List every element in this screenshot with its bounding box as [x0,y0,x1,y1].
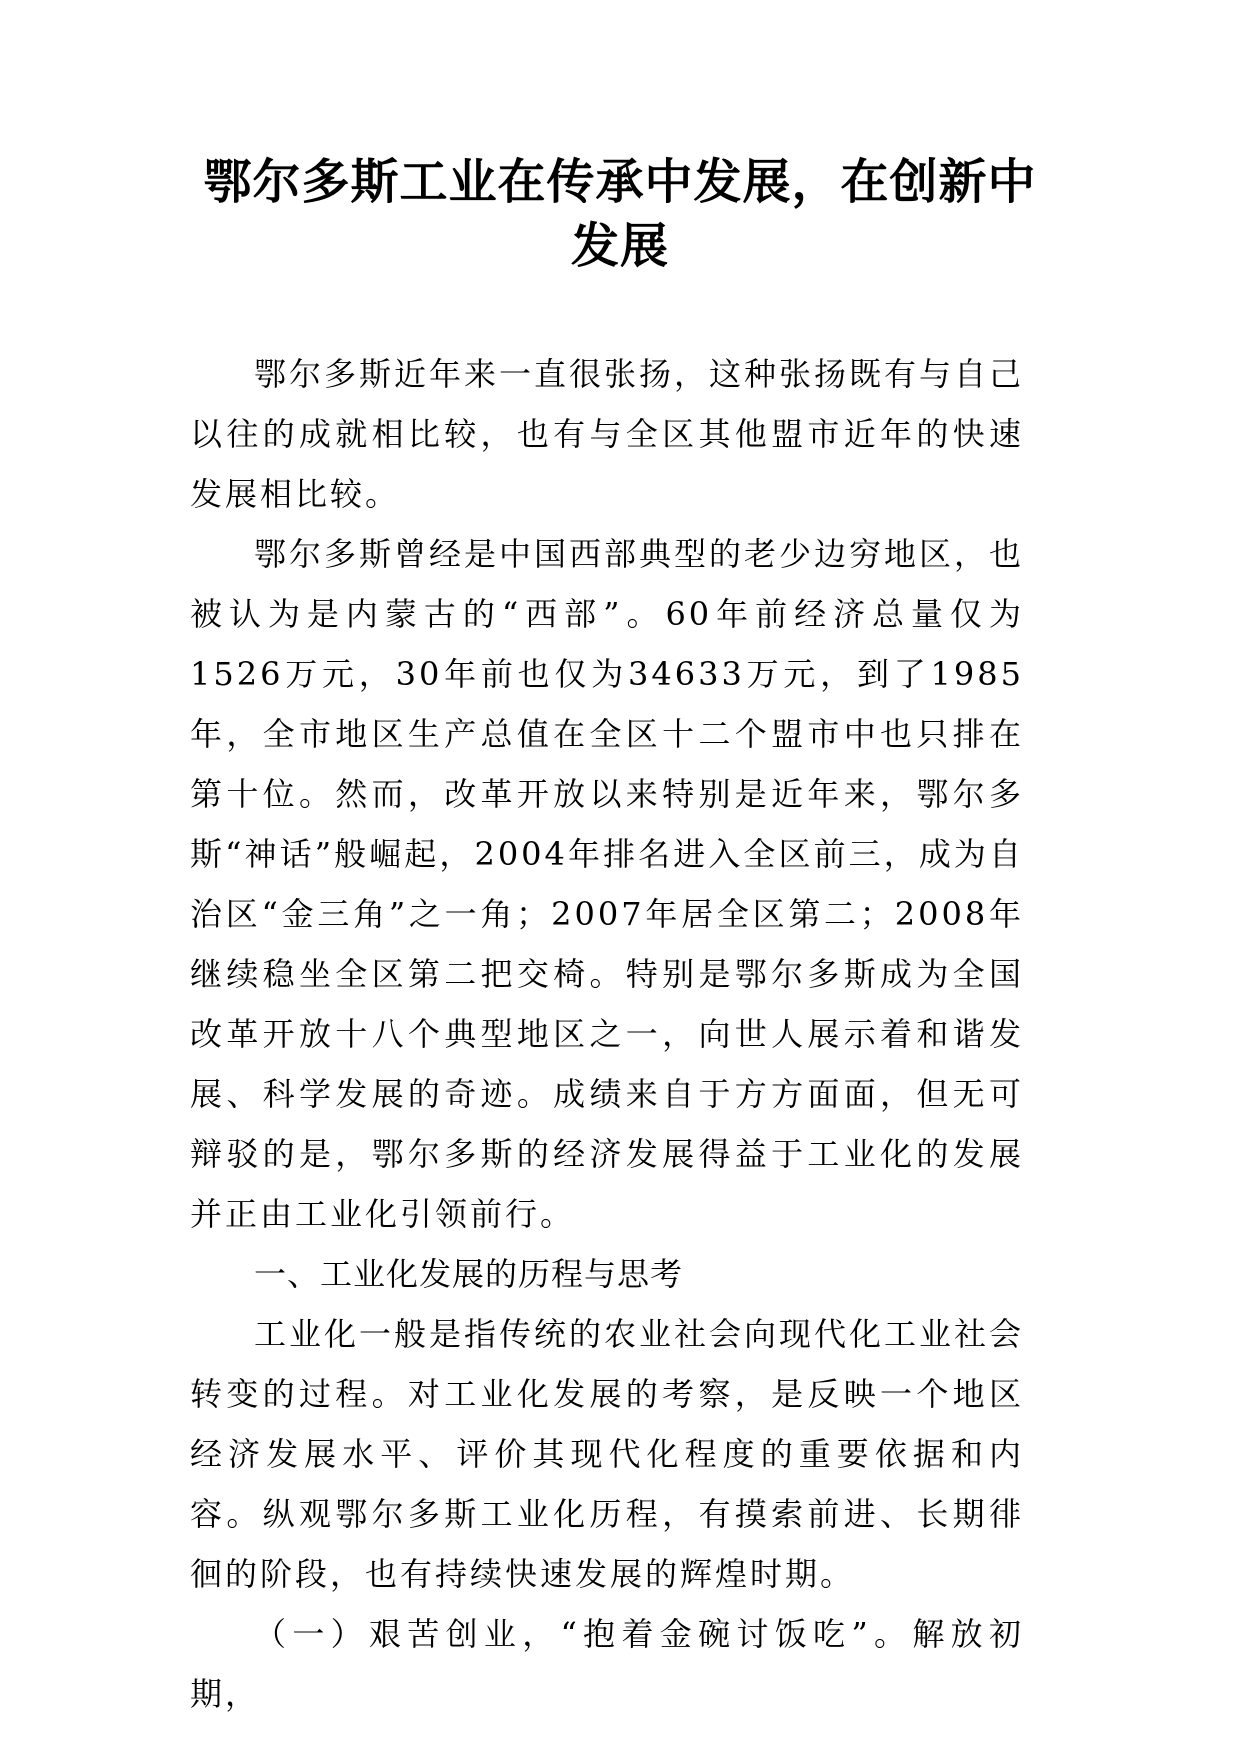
paragraph-subsection-start: （一）艰苦创业，“抱着金碗讨饭吃”。解放初期， [190,1615,1024,1713]
document-title: 鄂尔多斯工业在传承中发展，在创新中发展 [203,154,1037,274]
section-heading: 一、工业化发展的历程与思考 [254,1255,684,1293]
document-body [190,344,1024,1724]
paragraph-intro: 鄂尔多斯近年来一直很张扬，这种张扬既有与自己以往的成就相比较，也有与全区其他盟市近年的快速发展相比较。 [190,355,1025,513]
paragraph-industrialization: 工业化一般是指传统的农业社会向现代化工业社会转变的过程。对工业化发展的考察，是反映一个地区经济发展水平、评价其现代化程度的重要依据和内容。纵观鄂尔多斯工业化历程，有摸索前进、长期徘徊的阶段，也有持续快速发展的辉煌时期。 [190,1315,1025,1593]
paragraph-history: 鄂尔多斯曾经是中国西部典型的老少边穷地区，也被认为是内蒙古的“西部”。60年前经济总量仅为1526万元，30年前也仅为34633万元，到了1985年，全市地区生产总值在全区十二个盟市中也只排在第十位。然而，改革开放以来特别是近年来，鄂尔多斯“神话”般崛起，2004年排名进入全区前三，成为自治区“金三角”之一角；2007年居全区第二；2008年继续稳坐全区第二把交椅。特别是鄂尔多斯成为全国改革开放十八个典型地区之一，向世人展示着和谐发展、科学发展的奇迹。成绩来自于方方面面，但无可辩驳的是，鄂尔多斯的经济发展得益于工业化的发展并正由工业化引领前行。 [190,535,1025,1233]
